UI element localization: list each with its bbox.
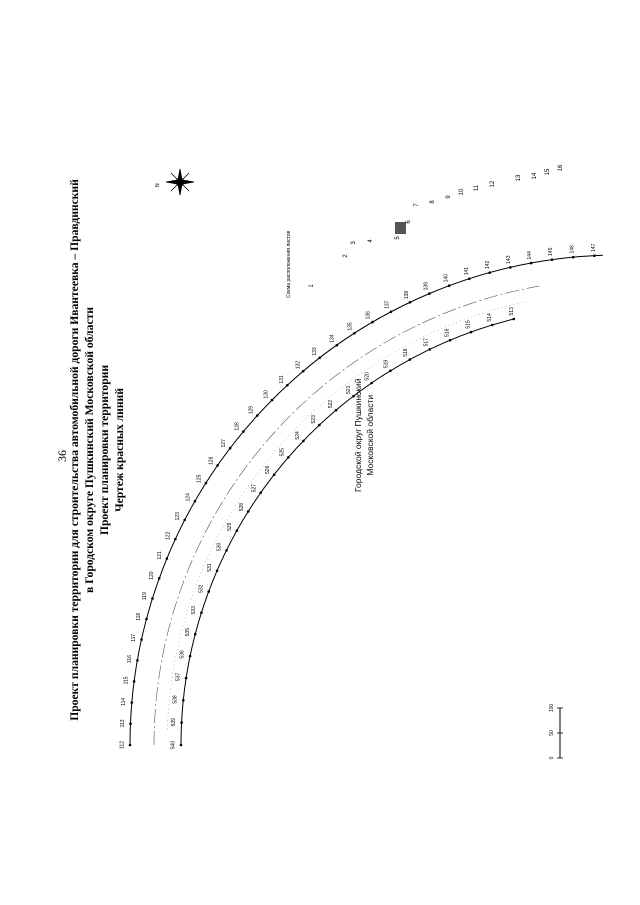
- current-sheet-highlight: [395, 222, 406, 234]
- outer-point-marker: [488, 271, 491, 274]
- sheet-scheme-number: 3: [351, 241, 357, 245]
- inner-point-marker: [389, 370, 392, 373]
- inner-point-label: 533: [191, 606, 198, 615]
- outer-point-marker: [129, 744, 132, 747]
- inner-point-label: 513: [509, 307, 516, 316]
- outer-point-label: 118: [136, 612, 143, 621]
- outer-point-marker: [158, 577, 161, 580]
- inner-point-marker: [194, 633, 197, 636]
- sheet-scheme-number: 9: [446, 195, 452, 199]
- outer-point-label: 119: [142, 592, 149, 601]
- inner-point-label: 516: [444, 328, 451, 337]
- outer-point-marker: [371, 321, 374, 324]
- inner-point-label: 526: [265, 465, 272, 474]
- inner-point-label: 537: [175, 672, 182, 682]
- outer-point-label: 130: [263, 390, 270, 399]
- outer-point-label: 144: [526, 251, 533, 260]
- inner-point-marker: [200, 611, 203, 614]
- outer-point-label: 132: [295, 360, 302, 370]
- inner-point-marker: [247, 510, 250, 513]
- outer-point-marker: [318, 357, 321, 360]
- outer-point-marker: [572, 256, 575, 259]
- outer-point-label: 142: [484, 260, 491, 270]
- inner-point-marker: [409, 358, 412, 361]
- outer-point-label: 141: [464, 266, 471, 276]
- inner-point-label: 527: [251, 483, 258, 493]
- area-label-line-1: Городской округ Пушкинский: [353, 378, 363, 492]
- outer-point-label: 128: [234, 422, 241, 431]
- scale-bar-label: 100: [549, 703, 555, 713]
- inner-point-label: 517: [423, 338, 430, 347]
- outer-point-marker: [302, 370, 305, 373]
- red-line-outer: [130, 255, 603, 745]
- outer-point-marker: [216, 464, 219, 467]
- outer-point-label: 135: [347, 322, 354, 331]
- inner-point-label: 536: [179, 650, 186, 659]
- inner-point-marker: [287, 456, 290, 459]
- outer-point-marker: [136, 659, 139, 662]
- inner-point-label: 531: [207, 563, 214, 572]
- outer-point-marker: [129, 722, 132, 725]
- inner-point-label: 524: [294, 431, 301, 440]
- outer-point-label: 127: [221, 439, 228, 448]
- outer-point-marker: [468, 278, 471, 281]
- sheet-scheme-number: 16: [558, 164, 564, 172]
- inner-point-label: 521: [345, 385, 352, 394]
- inner-point-marker: [318, 424, 321, 427]
- outer-point-label: 143: [505, 255, 512, 264]
- inner-point-label: 540: [170, 740, 177, 750]
- outer-point-marker: [448, 284, 451, 287]
- inner-point-label: 523: [311, 415, 318, 424]
- scale-bar-label: 50: [549, 730, 555, 736]
- sheet-scheme-number: 6: [406, 220, 412, 224]
- outer-point-label: 137: [384, 300, 391, 309]
- outer-point-label: 116: [126, 655, 133, 663]
- inner-point-label: 518: [403, 348, 410, 357]
- outer-point-marker: [428, 292, 431, 295]
- sheet-scheme-number: 12: [490, 180, 496, 188]
- area-label-line-2: Московской области: [365, 394, 375, 476]
- inner-point-label: 519: [383, 359, 390, 369]
- red-line-inner: [181, 319, 514, 745]
- outer-point-label: 134: [329, 334, 336, 343]
- inner-point-label: 520: [364, 372, 371, 381]
- inner-point-marker: [185, 677, 188, 680]
- outer-point-marker: [256, 414, 259, 417]
- outer-point-label: 136: [365, 311, 372, 320]
- inner-point-marker: [428, 348, 431, 351]
- outer-point-marker: [593, 254, 596, 257]
- inner-point-marker: [182, 699, 185, 702]
- outer-point-label: 120: [149, 571, 156, 580]
- outer-point-label: 114: [121, 697, 128, 706]
- document-title-line-4: Чертеж красных линий: [113, 388, 126, 512]
- outer-point-label: 145: [548, 247, 555, 256]
- outer-point-label: 126: [208, 456, 215, 465]
- inner-point-marker: [207, 590, 210, 593]
- road-axis-dashed: [154, 286, 539, 745]
- inner-point-marker: [189, 655, 192, 658]
- outer-point-label: 131: [279, 375, 286, 384]
- inner-point-label: 539: [170, 718, 177, 727]
- inner-point-marker: [491, 324, 494, 327]
- sheet-scheme-number: 7: [414, 203, 420, 207]
- outer-point-label: 117: [131, 633, 138, 642]
- inner-point-marker: [225, 549, 228, 552]
- outer-point-label: 133: [312, 347, 319, 356]
- inner-point-label: 538: [172, 695, 179, 704]
- outer-point-label: 140: [443, 274, 450, 283]
- inner-point-marker: [236, 529, 239, 532]
- inner-point-marker: [302, 440, 305, 443]
- outer-point-marker: [390, 311, 393, 314]
- inner-point-label: 528: [238, 502, 245, 512]
- outer-point-marker: [194, 500, 197, 503]
- outer-point-marker: [336, 344, 339, 347]
- inner-point-label: 530: [216, 542, 223, 552]
- inner-point-marker: [449, 339, 452, 342]
- sheet-scheme-number: 14: [532, 172, 538, 180]
- page-number: 36: [55, 450, 69, 462]
- sheet-scheme-number: 1: [309, 284, 315, 288]
- inner-point-label: 535: [184, 628, 191, 637]
- document-title-line-1: Проект планировки территории для строительства автомобильной дороги Ивантеевка – Правдинский: [68, 179, 81, 721]
- outer-point-marker: [131, 701, 134, 704]
- inner-point-marker: [180, 744, 183, 747]
- outer-point-marker: [174, 538, 177, 541]
- sheet-scheme-title: Схема расположения листов: [286, 230, 292, 298]
- document-title-line-2: в Городском округе Пушкинский Московской области: [83, 307, 96, 593]
- area-label: [352, 379, 376, 492]
- outer-point-marker: [229, 447, 232, 450]
- sheet-scheme-number: 13: [516, 174, 522, 182]
- outer-point-label: 146: [569, 245, 576, 254]
- outer-point-marker: [145, 618, 148, 621]
- outer-point-label: 124: [185, 493, 192, 502]
- outer-point-marker: [409, 301, 412, 304]
- inner-point-label: 514: [487, 313, 494, 322]
- outer-point-label: 112: [119, 741, 126, 749]
- outer-point-marker: [151, 597, 154, 600]
- inner-point-label: 525: [279, 448, 286, 457]
- outer-point-label: 115: [123, 676, 130, 685]
- outer-point-marker: [551, 258, 554, 261]
- sheet-scheme-number: 2: [343, 254, 349, 258]
- road-edge-dotted: [167, 302, 526, 729]
- inner-point-label: 532: [198, 584, 205, 593]
- outer-point-marker: [140, 638, 143, 641]
- sheet-scheme-number: 15: [545, 168, 551, 176]
- inner-point-marker: [273, 473, 276, 476]
- inner-point-marker: [180, 721, 183, 724]
- outer-point-marker: [133, 680, 136, 683]
- sheet-scheme-number: 10: [459, 188, 465, 196]
- inner-point-label: 515: [465, 320, 472, 329]
- outer-point-marker: [183, 519, 186, 522]
- inner-point-label: 522: [328, 399, 335, 409]
- inner-point-marker: [470, 331, 473, 334]
- outer-point-marker: [353, 332, 356, 335]
- outer-point-marker: [205, 482, 208, 485]
- scale-bar-label: 0: [549, 756, 555, 760]
- sheet-scheme-number: 5: [395, 236, 401, 240]
- inner-point-label: 529: [227, 522, 234, 531]
- inner-point-marker: [513, 318, 516, 321]
- outer-point-label: 139: [423, 282, 430, 291]
- compass-north-label: N: [155, 183, 161, 187]
- outer-point-label: 122: [165, 531, 172, 540]
- outer-point-label: 147: [591, 243, 598, 252]
- outer-point-marker: [530, 262, 533, 265]
- outer-point-label: 125: [196, 474, 203, 483]
- sheet-scheme-number: 8: [430, 200, 436, 204]
- sheet-scheme-number: 11: [474, 184, 480, 192]
- inner-point-marker: [335, 409, 338, 412]
- outer-point-marker: [166, 557, 169, 560]
- outer-point-label: 129: [248, 405, 255, 415]
- outer-point-marker: [509, 266, 512, 269]
- outer-point-marker: [242, 430, 245, 433]
- outer-point-label: 121: [156, 551, 163, 560]
- outer-point-marker: [286, 384, 289, 387]
- inner-point-marker: [216, 570, 219, 573]
- outer-point-label: 138: [403, 290, 410, 300]
- outer-point-label: 123: [174, 512, 181, 521]
- outer-point-marker: [271, 399, 274, 402]
- document-title-line-3: Проект планировки территории: [98, 364, 111, 536]
- outer-point-label: 113: [119, 719, 126, 728]
- sheet-scheme-number: 4: [368, 239, 374, 243]
- inner-point-marker: [259, 491, 262, 494]
